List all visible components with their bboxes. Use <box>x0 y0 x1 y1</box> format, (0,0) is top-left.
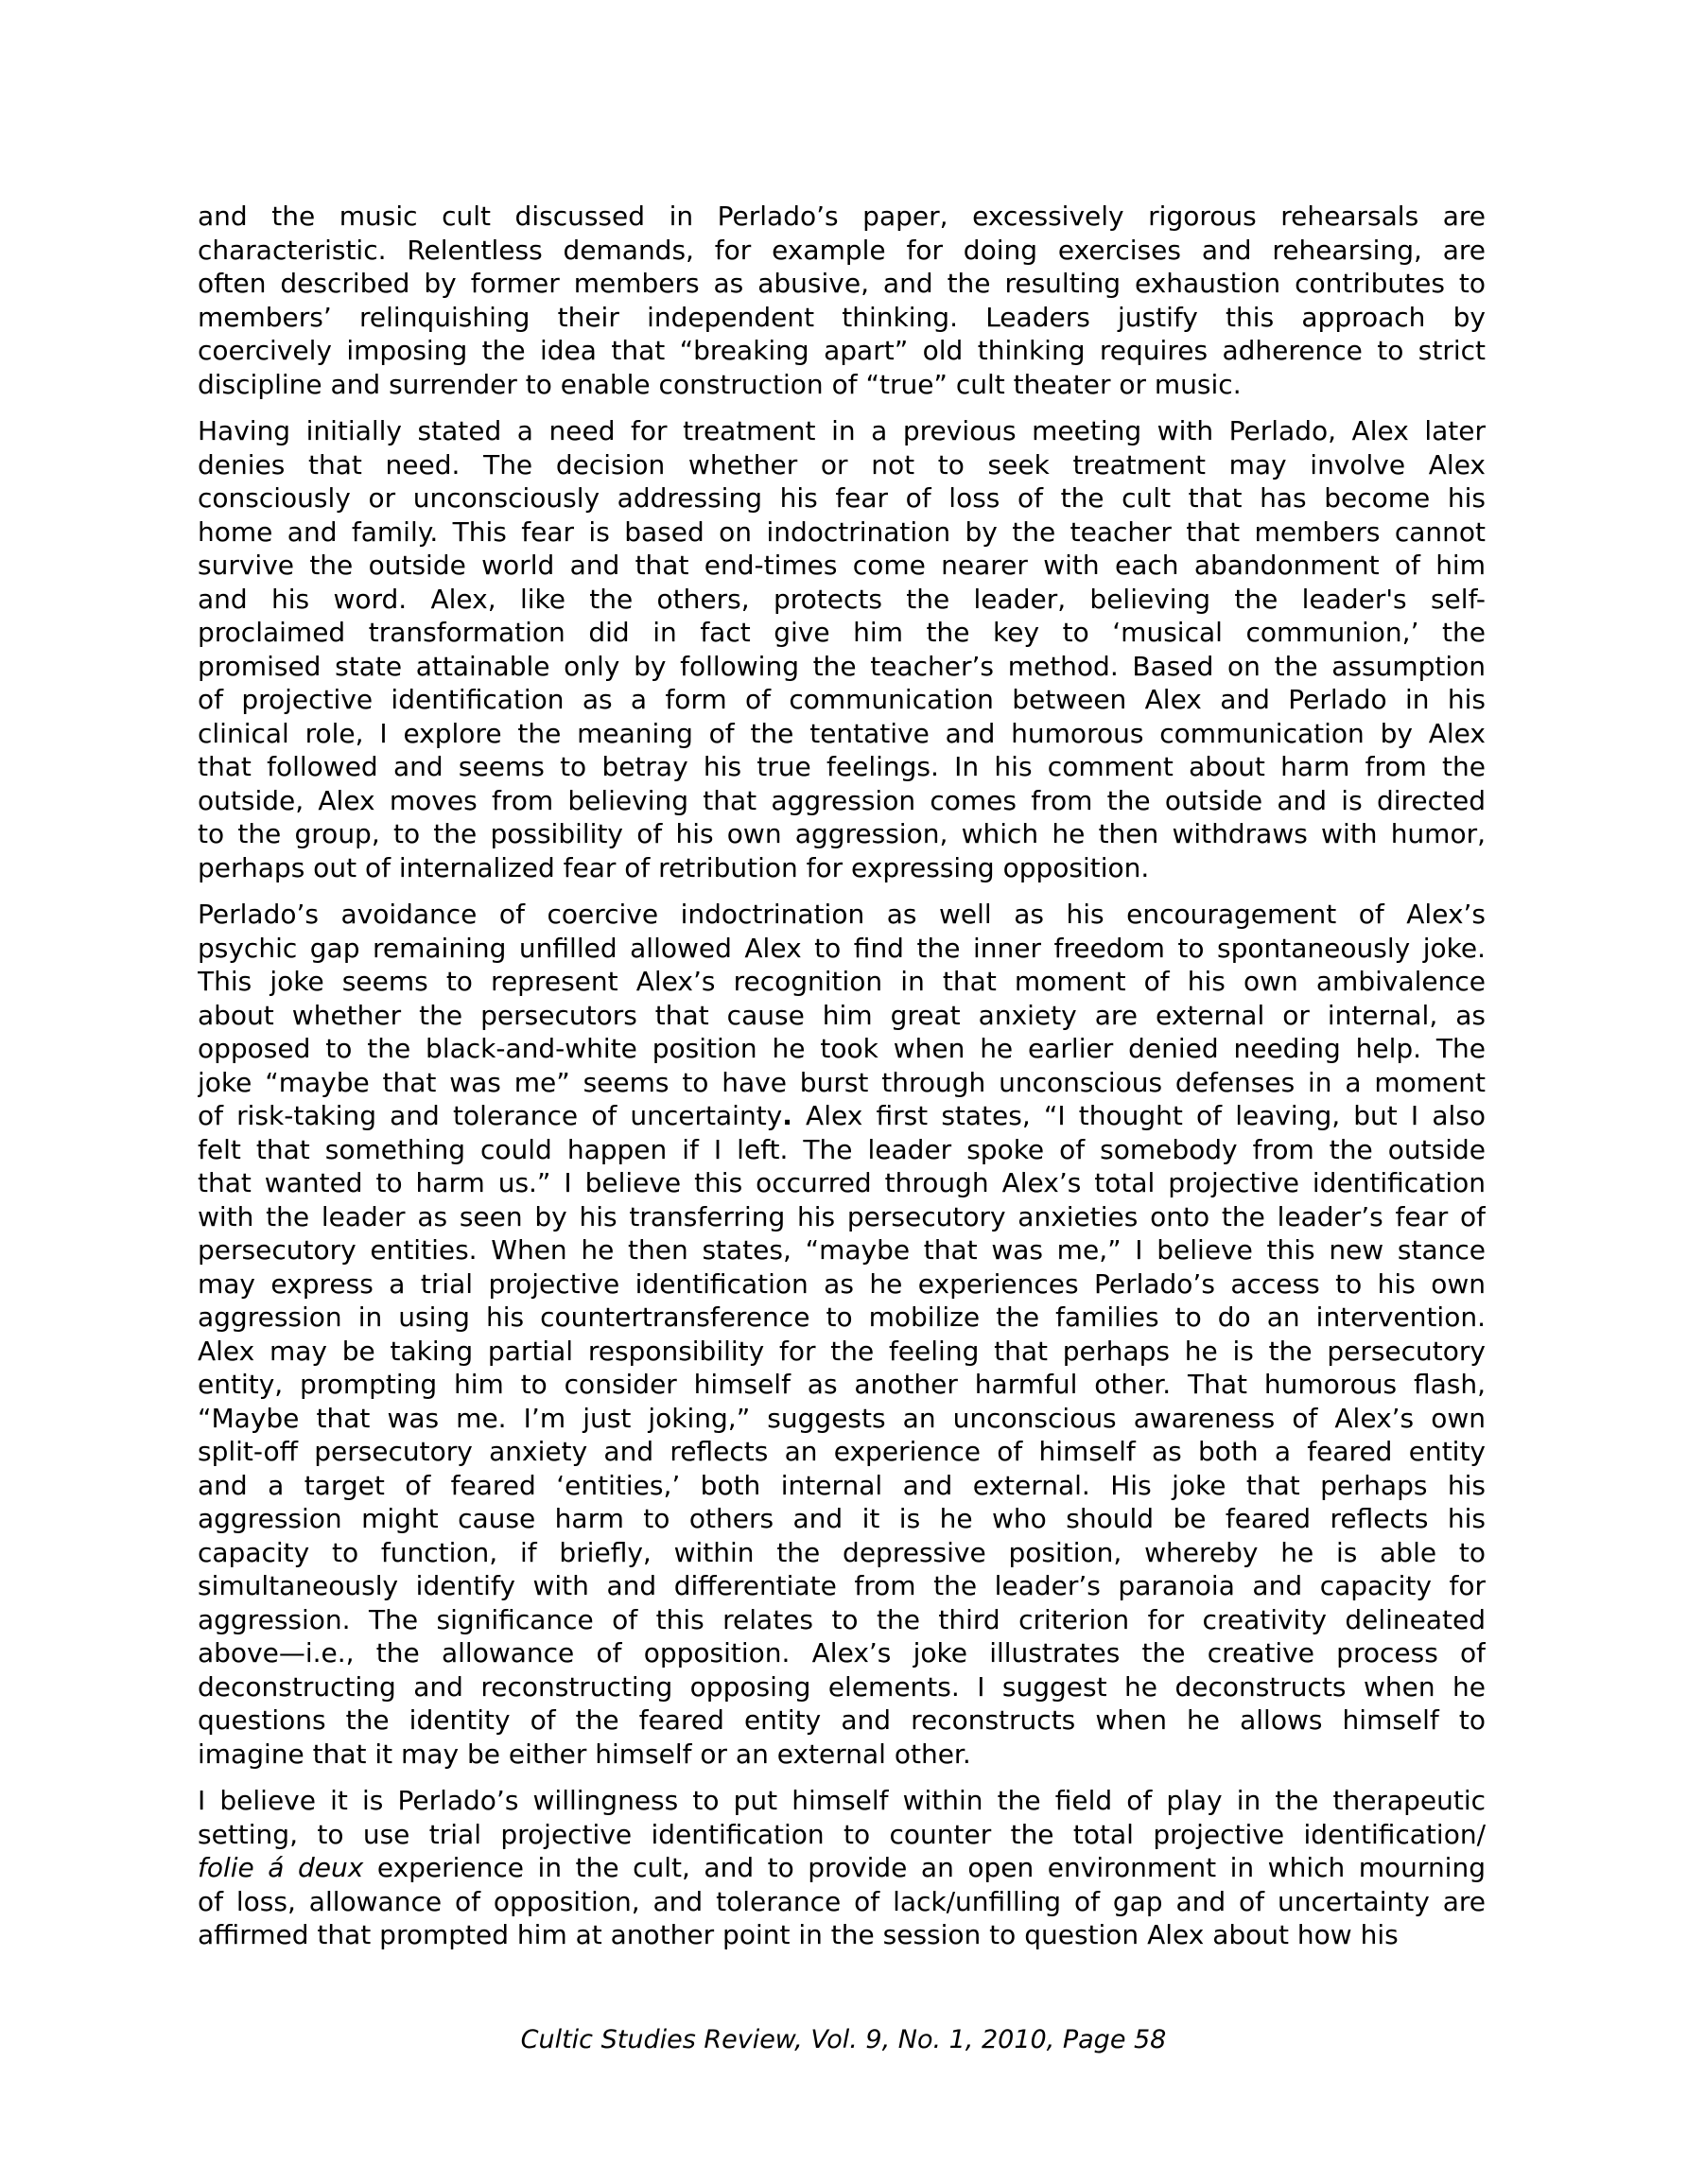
text-line: deconstructing and reconstructing opposing elements. I suggest he deconstructs when he <box>198 1670 1486 1703</box>
text-line: outside, Alex moves from believing that aggression comes from the outside and is directed <box>198 784 1486 816</box>
text-line: persecutory entities. When he then states, “maybe that was me,” I believe this new stance <box>198 1234 1486 1266</box>
text-line: survive the outside world and that end-times come nearer with each abandonment of him <box>198 550 1486 581</box>
text-line: proclaimed transformation did in fact give him the key to ‘musical communion,’ the <box>198 617 1486 648</box>
text-line: This joke seems to represent Alex’s recognition in that moment of his own ambivalence <box>198 966 1486 997</box>
text-line: and the music cult discussed in Perlado’s paper, excessively rigorous rehearsals are <box>198 201 1486 232</box>
text-line: clinical role, I explore the meaning of the tentative and humorous communication by Alex <box>198 717 1486 749</box>
text-line: to the group, to the possibility of his own aggression, which he then withdraws with humor, <box>198 818 1486 849</box>
text-line: consciously or unconsciously addressing his fear of loss of the cult that has become his <box>198 482 1486 514</box>
text-line: members’ relinquishing their independent thinking. Leaders justify this approach by <box>198 301 1486 333</box>
text-line: I believe it is Perlado’s willingness to put himself within the field of play in the therapeutic <box>198 1785 1486 1816</box>
text-line: of projective identification as a form of communication between Alex and Perlado in his <box>198 684 1486 715</box>
text-line: questions the identity of the feared entity and reconstructs when he allows himself to <box>198 1704 1486 1736</box>
text-line: opposed to the black-and-white position he took when he earlier denied needing help. The <box>198 1033 1486 1064</box>
text-line: that followed and seems to betray his true feelings. In his comment about harm from the <box>198 751 1486 782</box>
text-line: perhaps out of internalized fear of retribution for expressing opposition. <box>198 851 1150 883</box>
text-line: promised state attainable only by following the teacher’s method. Based on the assumption <box>198 650 1486 682</box>
text-line: discipline and surrender to enable construction of “true” cult theater or music. <box>198 368 1242 400</box>
text-line: imagine that it may be either himself or an external other. <box>198 1738 971 1770</box>
text-line: felt that something could happen if I left. The leader spoke of somebody from the outside <box>198 1133 1486 1165</box>
text-line: Alex may be taking partial responsibility for the feeling that perhaps he is the persecutory <box>198 1335 1486 1367</box>
text-line: coercively imposing the idea that “breaking apart” old thinking requires adherence to strict <box>198 335 1486 366</box>
text-line: affirmed that prompted him at another point in the session to question Alex about how his <box>198 1919 1399 1950</box>
text-line: capacity to function, if briefly, within the depressive position, whereby he is able to <box>198 1536 1486 1568</box>
text-line: that wanted to harm us.” I believe this occurred through Alex’s total projective identification <box>198 1167 1486 1198</box>
text-line: split-off persecutory anxiety and reflects an experience of himself as both a feared entity <box>198 1436 1486 1467</box>
text-line: aggression might cause harm to others and it is he who should be feared reflects his <box>198 1503 1486 1534</box>
text-line: psychic gap remaining unfilled allowed Alex to find the inner freedom to spontaneously joke. <box>198 932 1486 964</box>
text-line: may express a trial projective identification as he experiences Perlado’s access to his own <box>198 1267 1486 1300</box>
text-line: and his word. Alex, like the others, protects the leader, believing the leader's self- <box>198 583 1486 615</box>
text-line: and a target of feared ‘entities,’ both internal and external. His joke that perhaps his <box>198 1469 1486 1501</box>
text-line: Perlado’s avoidance of coercive indoctrination as well as his encouragement of Alex’s <box>198 899 1486 930</box>
text-line: setting, to use trial projective identification to counter the total projective identification/ <box>198 1818 1486 1850</box>
text-line: about whether the persecutors that cause him great anxiety are external or internal, as <box>198 999 1486 1031</box>
text-line: home and family. This fear is based on indoctrination by the teacher that members cannot <box>198 515 1486 548</box>
text-line: characteristic. Relentless demands, for example for doing exercises and rehearsing, are <box>198 234 1486 266</box>
text-line: aggression. The significance of this relates to the third criterion for creativity delineated <box>198 1603 1486 1635</box>
text-line: Having initially stated a need for treatment in a previous meeting with Perlado, Alex later <box>198 415 1486 446</box>
text-line: often described by former members as abusive, and the resulting exhaustion contributes to <box>198 268 1486 299</box>
paragraph <box>198 1784 1486 1952</box>
text-line: of risk-taking and tolerance of uncertainty. Alex first states, “I thought of leaving, but I also <box>198 1100 1486 1131</box>
paragraph <box>198 414 1486 884</box>
text-line: folie á deux experience in the cult, and to provide an open environment in which mourning <box>198 1852 1486 1883</box>
article-body <box>198 200 1486 1966</box>
text-line: entity, prompting him to consider himself as another harmful other. That humorous flash, <box>198 1369 1486 1400</box>
text-line: with the leader as seen by his transferring his persecutory anxieties onto the leader’s fear of <box>198 1200 1486 1232</box>
text-line: denies that need. The decision whether or not to seek treatment may involve Alex <box>198 448 1486 480</box>
text-line: “Maybe that was me. I’m just joking,” suggests an unconscious awareness of Alex’s own <box>198 1402 1486 1434</box>
page-footer: Cultic Studies Review, Vol. 9, No. 1, 2010, Page 58 <box>520 2025 1167 2054</box>
text-line: simultaneously identify with and differentiate from the leader’s paranoia and capacity for <box>198 1570 1486 1601</box>
text-line: joke “maybe that was me” seems to have burst through unconscious defenses in a moment <box>198 1066 1486 1098</box>
paragraph <box>198 898 1486 1771</box>
text-line: of loss, allowance of opposition, and tolerance of lack/unfilling of gap and of uncertainty are <box>198 1885 1486 1917</box>
paragraph <box>198 200 1486 401</box>
text-line: above—i.e., the allowance of opposition. Alex’s joke illustrates the creative process of <box>198 1637 1486 1669</box>
text-line: aggression in using his countertransference to mobilize the families to do an intervention. <box>198 1302 1486 1333</box>
